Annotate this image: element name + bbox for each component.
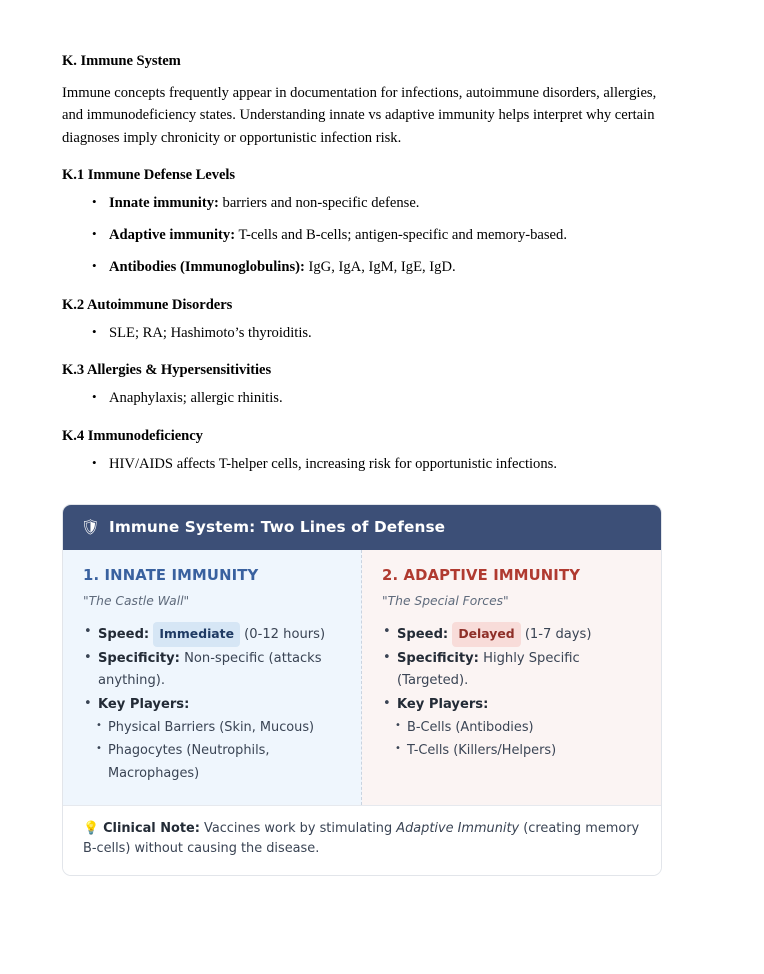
clinical-note-text-before: Vaccines work by stimulating — [199, 820, 397, 836]
section-list-k1 — [62, 193, 676, 279]
document-body — [62, 52, 676, 476]
panel-innate-immunity — [63, 550, 362, 805]
list-item — [62, 257, 676, 279]
clinical-note — [63, 805, 661, 875]
list-item-text: IgG, IgA, IgM, IgE, IgD. — [304, 258, 456, 275]
list-item-text: T-cells and B-cells; antigen-specific and memory-based. — [235, 226, 567, 243]
section-heading-k4: K.4 Immunodeficiency — [62, 428, 203, 445]
clinical-note-text-after: (creating memory B-cells) without causing the disease. — [83, 820, 640, 857]
panel-subitem: • Physical Barriers (Skin, Mucous) — [83, 717, 341, 739]
immune-system-infographic — [62, 504, 662, 875]
list-item — [62, 193, 676, 215]
list-item — [62, 388, 676, 410]
list-item — [62, 454, 676, 476]
lightbulb-icon: 💡 — [83, 820, 100, 836]
panel-row-key-players — [382, 694, 641, 717]
row-label: Key Players: — [397, 696, 489, 712]
infographic-header — [63, 505, 661, 550]
panel-row-key-players — [83, 694, 341, 717]
panel-subitem: • T-Cells (Killers/Helpers) — [382, 740, 641, 762]
list-item-text: Anaphylaxis; allergic rhinitis. — [109, 390, 283, 407]
panel-title-adaptive: 2. ADAPTIVE IMMUNITY — [382, 567, 581, 585]
section-list-k4 — [62, 454, 676, 476]
list-item — [62, 225, 676, 247]
panel-list-innate — [83, 622, 341, 785]
list-item-label: Antibodies (Immunoglobulins): — [109, 258, 305, 275]
panel-row-specificity — [83, 648, 341, 693]
panel-title-innate: 1. INNATE IMMUNITY — [83, 567, 259, 585]
list-item-label: Adaptive immunity: — [109, 226, 236, 243]
section-heading-k2: K.2 Autoimmune Disorders — [62, 296, 233, 313]
speed-chip-delayed: Delayed — [452, 622, 520, 646]
row-value: Non-specific (attacks anything). — [98, 650, 322, 689]
row-label: Speed: — [98, 627, 150, 643]
row-label: Specificity: — [98, 650, 180, 666]
panel-subtitle-innate: "The Castle Wall" — [83, 594, 190, 609]
clinical-note-label: Clinical Note: — [103, 820, 200, 836]
panel-list-adaptive — [382, 622, 641, 762]
panel-subitem: • Phagocytes (Neutrophils, Macrophages) — [83, 740, 341, 784]
panel-adaptive-immunity — [362, 550, 661, 805]
section-list-k3 — [62, 388, 676, 410]
intro-paragraph: Immune concepts frequently appear in documentation for infections, autoimmune disorders, allergies, and immunodeficiency states. Understanding innate vs adaptive immunity helps interpret why certain diagnoses imply chronicity or opportunistic infection risk. — [62, 84, 657, 146]
panel-row-speed — [83, 622, 341, 647]
panel-row-specificity — [382, 648, 641, 693]
clinical-note-emphasis: Adaptive Immunity — [396, 820, 520, 836]
list-item-text: barriers and non-specific defense. — [218, 194, 420, 211]
row-value: (1-7 days) — [524, 627, 592, 643]
infographic-title: Immune System: Two Lines of Defense — [109, 518, 446, 537]
list-item-text: HIV/AIDS affects T-helper cells, increasing risk for opportunistic infections. — [109, 456, 557, 473]
section-heading-k1: K.1 Immune Defense Levels — [62, 166, 236, 183]
list-item-text: SLE; RA; Hashimoto’s thyroiditis. — [109, 324, 312, 341]
row-label: Key Players: — [98, 696, 190, 712]
infographic-panels — [63, 550, 661, 805]
row-value: (0-12 hours) — [244, 627, 326, 643]
row-value: Highly Specific (Targeted). — [397, 650, 580, 689]
speed-chip-immediate: Immediate — [153, 622, 240, 646]
section-list-k2 — [62, 323, 676, 345]
list-item-label: Innate immunity: — [109, 194, 219, 211]
list-item — [62, 323, 676, 345]
page-title: K. Immune System — [62, 53, 181, 69]
shield-icon: 🛡 — [81, 517, 101, 536]
panel-subitem: • B-Cells (Antibodies) — [382, 717, 641, 739]
row-label: Specificity: — [397, 650, 479, 666]
panel-subtitle-adaptive: "The Special Forces" — [382, 594, 509, 609]
section-heading-k3: K.3 Allergies & Hypersensitivities — [62, 362, 272, 379]
row-label: Speed: — [397, 627, 449, 643]
panel-row-speed — [382, 622, 641, 647]
